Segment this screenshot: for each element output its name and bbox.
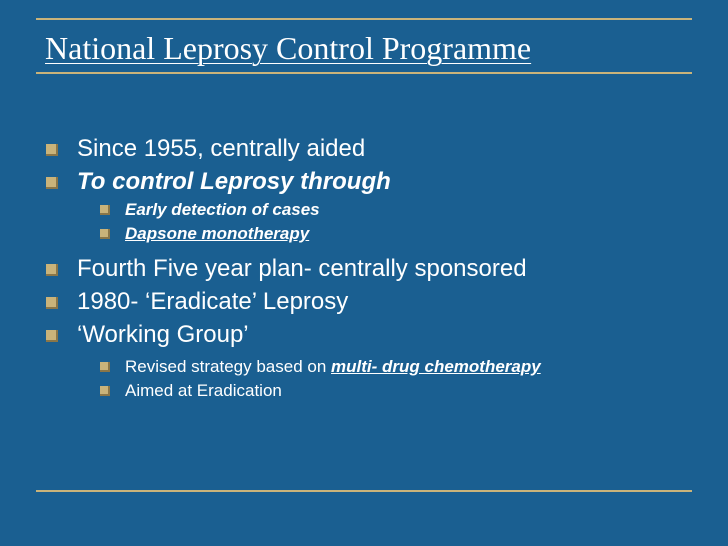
bullet-working-group [44,318,704,351]
bullet-fourth-plan [44,252,704,285]
bullet-control-leprosy [44,165,704,198]
bullet-text: ‘Working Group’ [77,321,249,348]
square-bullet-icon [46,264,58,276]
sub-bullet-text: Early detection of cases [125,200,320,219]
square-bullet-icon [100,205,110,215]
sub-bullet-text: Dapsone monotherapy [125,224,310,243]
bullet-text: Since 1955, centrally aided [77,135,366,162]
square-bullet-icon [100,229,110,239]
top-rule [36,18,692,20]
bullet-text: Fourth Five year plan- centrally sponsored [77,255,527,282]
bullet-list [44,132,704,403]
square-bullet-icon [46,330,58,342]
bottom-rule [36,490,692,492]
sub-bullet-dapsone [44,222,704,246]
bullet-text: To control Leprosy through [77,168,391,195]
square-bullet-icon [46,177,58,189]
bullet-1980-eradicate [44,285,704,318]
sub-bullet-eradication [44,379,704,403]
highlight-text: multi- drug chemotherapy [331,357,541,376]
square-bullet-icon [100,386,110,396]
sub-bullet-text: Aimed at Eradication [125,381,282,400]
square-bullet-icon [46,297,58,309]
sub-bullet-revised-strategy [44,355,704,379]
slide-title: National Leprosy Control Programme [45,30,532,66]
sub-bullet-early-detection [44,198,704,222]
title-rule [36,72,692,74]
bullet-text: 1980- ‘Eradicate’ Leprosy [77,288,349,315]
sub-bullet-text: Revised strategy based on [125,357,332,376]
bullet-since-1955 [44,132,704,165]
square-bullet-icon [100,362,110,372]
square-bullet-icon [46,144,58,156]
